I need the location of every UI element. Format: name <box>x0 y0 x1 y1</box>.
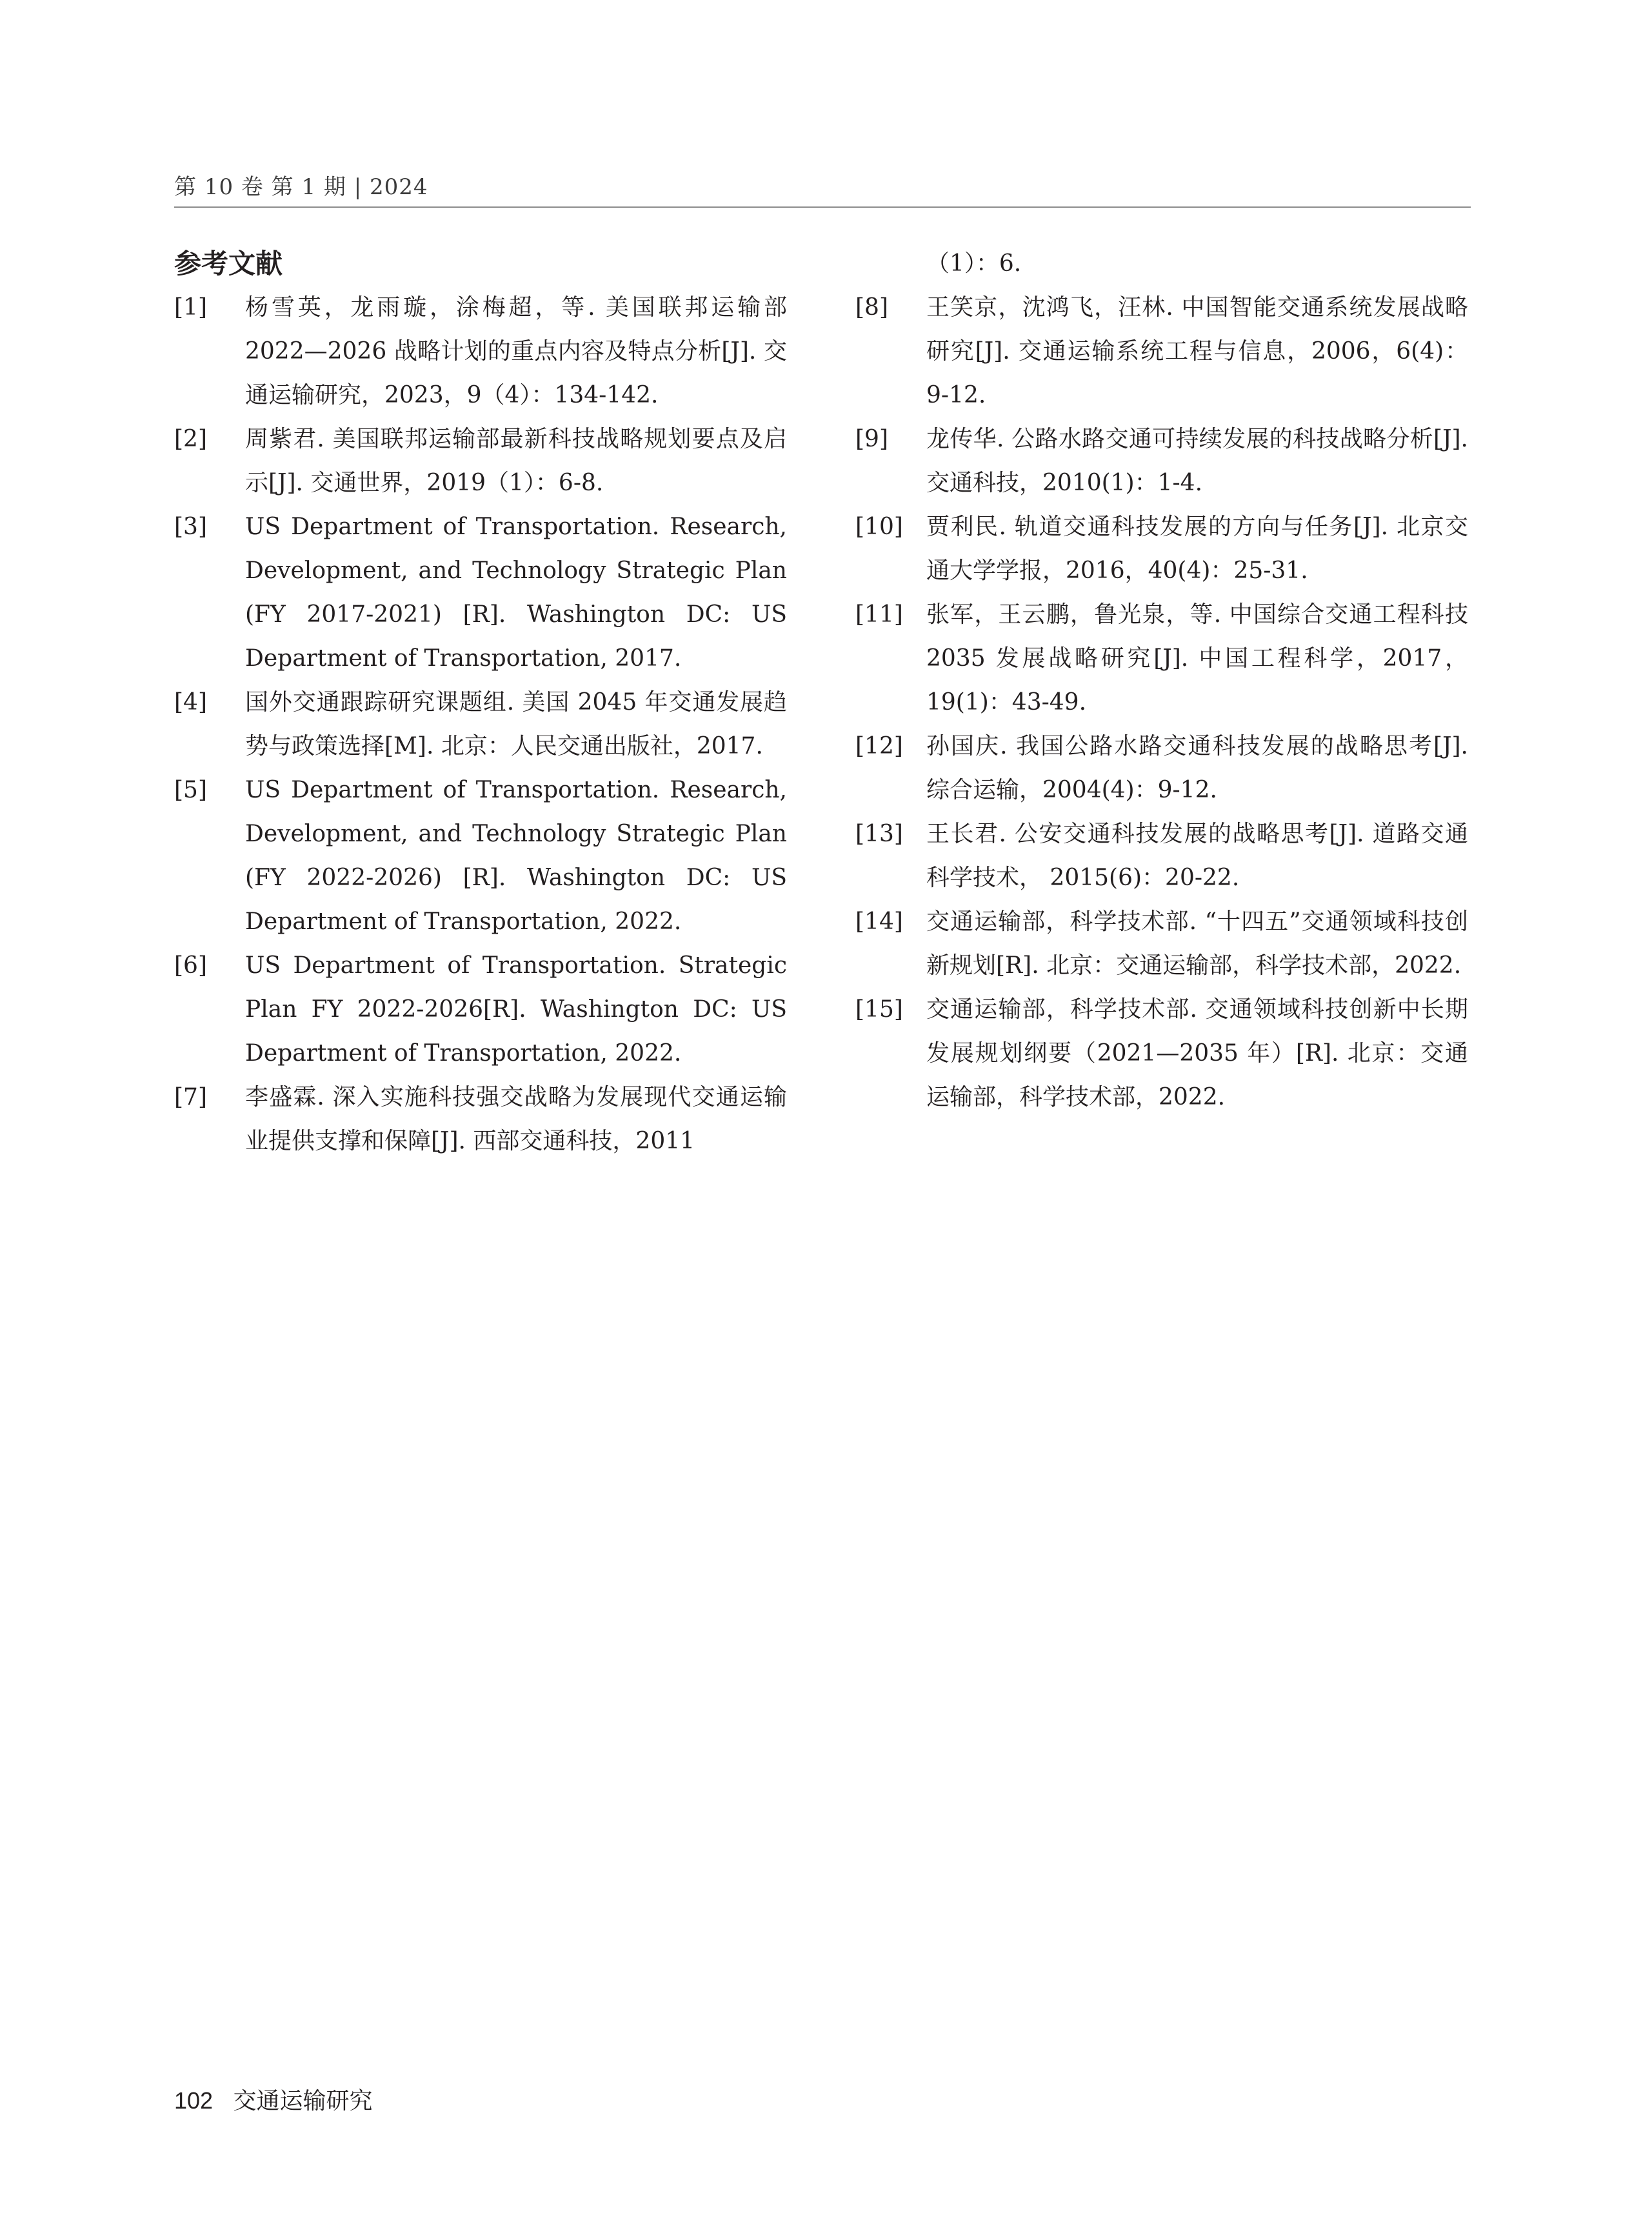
reference-text: 杨雪英，龙雨璇，涂梅超，等. 美国联邦运输部 2022—2026 战略计划的重点内容及特点分析[J]. 交通运输研究，2023，9（4）：134-142. <box>245 294 787 408</box>
reference-text: 贾利民. 轨道交通科技发展的方向与任务[J]. 北京交通大学学报，2016，40(4)：25-31. <box>926 514 1468 584</box>
reference-continuation: （1）：6. <box>926 250 1022 277</box>
reference-text: US Department of Transportation. Research, Development, and Technology Strategic Plan (FY 2022-2026) [R]. Washington DC: US Department of Transportation, 2022. <box>245 777 787 935</box>
reference-number: [3] <box>174 514 207 540</box>
reference-text: 王长君. 公安交通科技发展的战略思考[J]. 道路交通科学技术， 2015(6)：20-22. <box>926 821 1468 891</box>
reference-text: US Department of Transportation. Strategic Plan FY 2022-2026[R]. Washington DC: US Department of Transportation, 2022. <box>245 952 787 1067</box>
reference-text: 李盛霖. 深入实施科技强交战略为发展现代交通运输业提供支撑和保障[J]. 西部交通科技，2011 <box>245 1084 787 1154</box>
reference-number: [5] <box>174 777 207 803</box>
reference-item <box>855 286 1468 417</box>
reference-item <box>174 768 787 944</box>
page-footer <box>174 2083 373 2116</box>
reference-number: [8] <box>855 294 888 321</box>
section-title: 参考文献 <box>174 248 283 279</box>
reference-item <box>174 286 787 417</box>
reference-number: [2] <box>174 426 207 452</box>
reference-number: [11] <box>855 601 903 628</box>
reference-number: [12] <box>855 733 903 759</box>
reference-text: 国外交通跟踪研究课题组. 美国 2045 年交通发展趋势与政策选择[M]. 北京：人民交通出版社，2017. <box>245 689 787 759</box>
reference-text: 孙国庆. 我国公路水路交通科技发展的战略思考[J]. 综合运输，2004(4)：9-12. <box>926 733 1468 803</box>
reference-text: US Department of Transportation. Research, Development, and Technology Strategic Plan (FY 2017-2021) [R]. Washington DC: US Department of Transportation, 2017. <box>245 514 787 672</box>
header-rule <box>174 206 1471 208</box>
reference-item <box>855 900 1468 988</box>
reference-text: 龙传华. 公路水路交通可持续发展的科技战略分析[J]. 交通科技，2010(1)：1-4. <box>926 426 1468 496</box>
reference-number: [14] <box>855 908 903 935</box>
reference-item <box>174 1076 787 1163</box>
reference-text: 交通运输部，科学技术部. “十四五”交通领域科技创新规划[R]. 北京：交通运输部，科学技术部，2022. <box>926 908 1468 979</box>
reference-text: 张军，王云鹏，鲁光泉，等. 中国综合交通工程科技 2035 发展战略研究[J]. 中国工程科学，2017，19(1)：43-49. <box>926 601 1468 716</box>
page-number: 102 <box>174 2087 214 2114</box>
reference-number: [13] <box>855 821 903 847</box>
reference-text: 周紫君. 美国联邦运输部最新科技战略规划要点及启示[J]. 交通世界，2019（1）：6-8. <box>245 426 787 496</box>
reference-item <box>174 681 787 768</box>
journal-name: 交通运输研究 <box>233 2088 373 2114</box>
reference-item <box>855 725 1468 812</box>
reference-text: 交通运输部，科学技术部. 交通领域科技创新中长期发展规划纲要（2021—2035 年）[R]. 北京：交通运输部，科学技术部，2022. <box>926 996 1468 1110</box>
reference-item <box>855 988 1468 1119</box>
left-column <box>174 242 787 1163</box>
reference-item <box>855 593 1468 725</box>
reference-number: [15] <box>855 996 903 1023</box>
reference-item <box>855 505 1468 593</box>
reference-text: 王笑京，沈鸿飞，汪林. 中国智能交通系统发展战略研究[J]. 交通运输系统工程与信息，2006，6(4)：9-12. <box>926 294 1468 408</box>
reference-number: [6] <box>174 952 207 979</box>
reference-number: [1] <box>174 294 207 321</box>
right-column <box>855 242 1468 1119</box>
reference-item <box>174 417 787 505</box>
reference-number: [10] <box>855 514 903 540</box>
reference-number: [7] <box>174 1084 207 1110</box>
reference-item <box>855 812 1468 900</box>
reference-number: [4] <box>174 689 207 716</box>
reference-item <box>855 417 1468 505</box>
running-head: 第 10 卷 第 1 期 | 2024 <box>174 174 428 200</box>
reference-item <box>174 505 787 681</box>
reference-item <box>174 944 787 1076</box>
reference-number: [9] <box>855 426 888 452</box>
